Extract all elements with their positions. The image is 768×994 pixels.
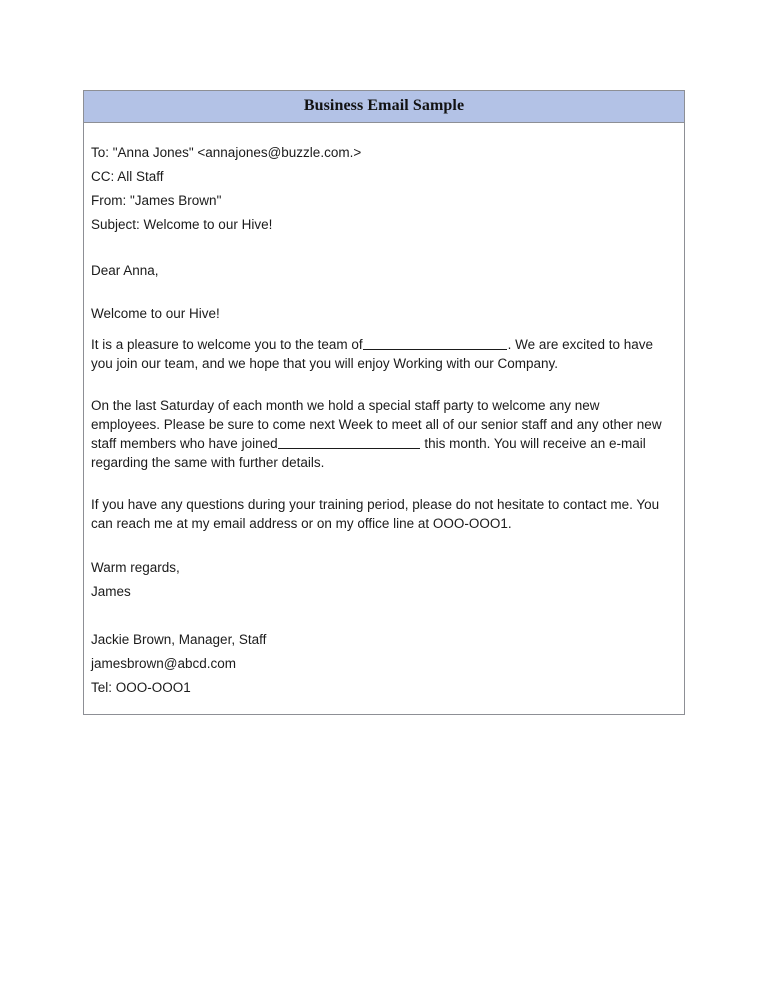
paragraph-one-text-before-blank: It is a pleasure to welcome you to the team of (91, 337, 363, 352)
email-meta-block (91, 141, 670, 237)
paragraph-two (91, 396, 670, 472)
spacer-after-paragraph-one (91, 373, 670, 396)
paragraph-one (91, 335, 670, 373)
signature-phone: Tel: OOO-OOO1 (91, 680, 191, 695)
meta-from: From: "James Brown" (91, 193, 222, 208)
meta-subject: Subject: Welcome to our Hive! (91, 217, 273, 232)
card-header (84, 91, 684, 123)
valediction: Warm regards, (91, 560, 180, 575)
spacer-after-heading (91, 323, 670, 335)
spacer-after-salutation (91, 280, 670, 304)
meta-cc: CC: All Staff (91, 169, 164, 184)
paragraph-two-text-after-blank: this month. You will receive an e-mail regarding the same with further details. (91, 436, 646, 470)
page-title: Business Email Sample (303, 97, 465, 114)
paragraph-three: If you have any questions during your training period, please do not hesitate to contact me. You can reach me at my email address or on my office line at OOO-OOO1. (91, 497, 660, 531)
salutation: Dear Anna, (91, 263, 159, 278)
email-body (84, 123, 684, 714)
body-heading: Welcome to our Hive! (91, 306, 220, 321)
spacer-after-paragraph-three (91, 533, 670, 556)
spacer-after-meta (91, 237, 670, 261)
paragraph-one-text-after-blank: . We are excited to have you join our team, and we hope that you will enjoy Working with our Company. (91, 337, 653, 371)
meta-to: To: "Anna Jones" <annajones@buzzle.com.> (91, 145, 362, 160)
paragraph-two-text-before-blank: On the last Saturday of each month we hold a special staff party to welcome any new employees. Please be sure to come next Week to meet all of our senior staff and any other new staff members who have joined (91, 398, 662, 451)
signature-name-title: Jackie Brown, Manager, Staff (91, 632, 267, 647)
email-sample-card (83, 90, 685, 715)
spacer-after-paragraph-two (91, 472, 670, 495)
signature-email: jamesbrown@abcd.com (91, 656, 237, 671)
fill-in-blank-names[interactable] (278, 435, 420, 449)
spacer-before-signature (91, 604, 670, 628)
signer-name: James (91, 584, 131, 599)
fill-in-blank-company[interactable] (363, 336, 507, 350)
